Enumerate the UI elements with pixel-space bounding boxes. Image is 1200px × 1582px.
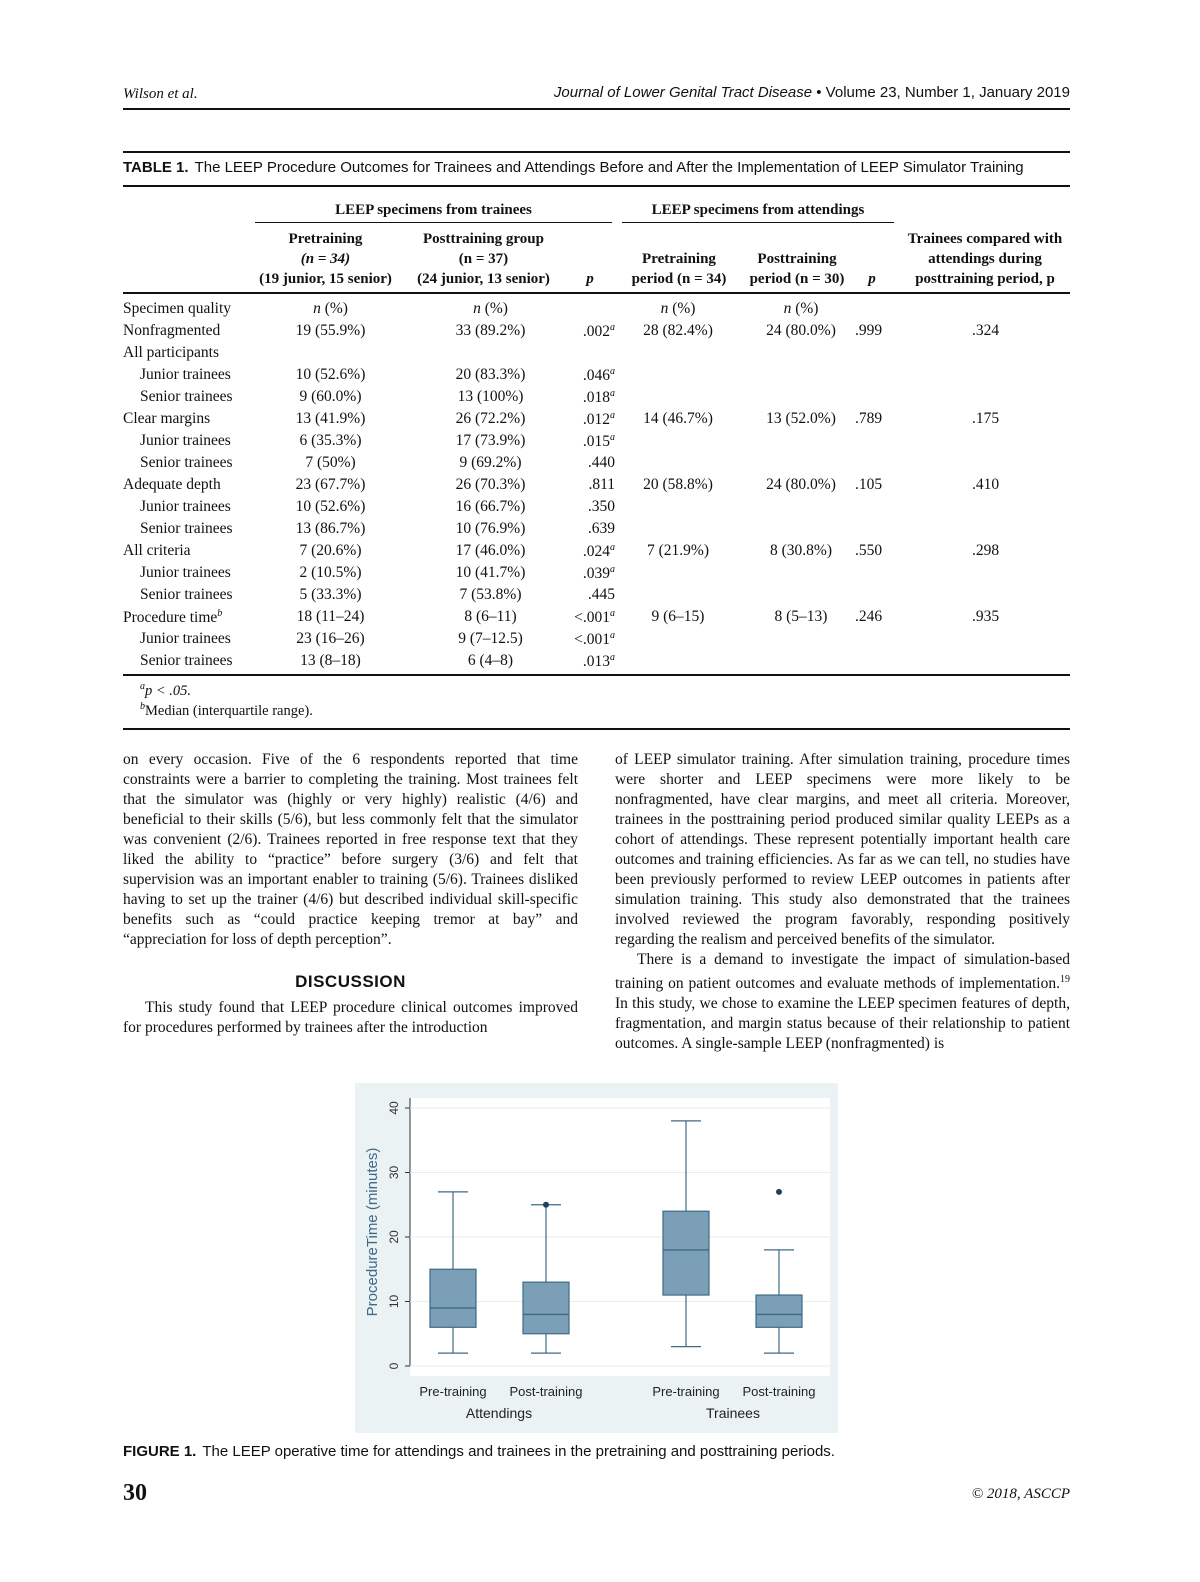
row-label: Junior trainees (140, 564, 231, 581)
table-row (123, 476, 1070, 498)
col-header-compare-line1: Trainees compared with (907, 231, 1063, 247)
figure-caption (123, 1443, 835, 1460)
table-row (123, 608, 1070, 630)
figure-label: FIGURE 1. (123, 1443, 197, 1460)
group-label: Attendings (465, 1405, 533, 1421)
table-cell-c6: .105 (855, 476, 883, 493)
right-paragraph-1: of LEEP simulator training. After simulation training, procedure times were shorter and LEEP specimens were more likely to be nonfragmented, have clear margins, and meet all criteria. Moreover, trainees in the posttraining period produced similar quality LEEPs as a cohort of attendings. These represent potentially important health care outcomes and training efficiencies. As far as we can tell, no studies have been previously performed to review LEEP outcomes in patients after simulation training. This study also demonstrated that the trainees involved reviewed the program favorably, responding positively regarding the realism and perceived benefits of the simulator. (615, 751, 1070, 948)
table-row (123, 344, 1070, 366)
table-cell-c6: .246 (855, 608, 883, 625)
reference-19: 19 (1060, 974, 1070, 985)
group-header-attendings: LEEP specimens from attendings (651, 202, 865, 218)
row-label: Junior trainees (140, 366, 231, 383)
table-cell-c2: 8 (6–11) (464, 608, 517, 625)
row-label: Adequate depth (123, 476, 221, 493)
table-row (123, 498, 1070, 520)
journal-name: Journal of Lower Genital Tract Disease (553, 84, 813, 101)
copyright: © 2018, ASCCP (971, 1486, 1070, 1502)
table-cell-c5: n (%) (783, 300, 819, 317)
table-cell-c1: 23 (16–26) (296, 630, 365, 647)
table-cell-c1: 7 (20.6%) (299, 542, 362, 559)
group-header-trainees: LEEP specimens from trainees (335, 202, 532, 218)
footnote-a (140, 681, 191, 700)
table-row (123, 542, 1070, 564)
left-column (123, 750, 578, 1038)
header-bullet: • (816, 84, 822, 101)
table-cell-c1: 6 (35.3%) (299, 432, 362, 449)
col-header-pre-trainees-line3: (19 junior, 15 senior) (259, 271, 392, 287)
table-cell-c5: 24 (80.0%) (766, 322, 836, 339)
table-cell-c6: .999 (855, 322, 883, 339)
table-cell-c7: .935 (971, 608, 1000, 625)
table-cell-c4: 9 (6–15) (651, 608, 705, 625)
box (756, 1295, 802, 1327)
col-header-pre-trainees-line1: Pretraining (288, 231, 363, 247)
table-row (123, 366, 1070, 388)
box (663, 1211, 709, 1295)
row-label: Specimen quality (123, 300, 232, 317)
table-row (123, 410, 1070, 432)
table-cell-c3: .002$^a$ (582, 322, 615, 341)
table-cell-c7: .410 (971, 476, 1000, 493)
table-cell-c2: n (%) (473, 300, 508, 317)
table-cell-c1: 10 (52.6%) (295, 366, 366, 383)
table-row (123, 520, 1070, 542)
table-cell-c2: 7 (53.8%) (459, 586, 522, 603)
y-tick-label: 0 (387, 1362, 401, 1370)
table-cell-c5: 8 (30.8%) (770, 542, 832, 559)
row-label: Junior trainees (140, 630, 231, 647)
table-cell-c1: 5 (33.3%) (299, 586, 362, 603)
row-label: Clear margins (123, 410, 211, 427)
footnote-b-text: Median (interquartile range). (145, 702, 313, 719)
table-cell-c3: .018$^a$ (582, 388, 615, 407)
boxplot-chart (355, 1083, 838, 1433)
table-cell-c3: .024$^a$ (582, 542, 615, 561)
journal-volume: Volume 23, Number 1, January 2019 (825, 84, 1070, 101)
table-row (123, 630, 1070, 652)
table-bottom-rule (123, 674, 1070, 676)
footnote-a-marker: a (140, 681, 145, 692)
figure-1 (355, 1083, 838, 1433)
table-cell-c2: 17 (46.0%) (455, 542, 526, 559)
group-rule-attendings (622, 222, 894, 223)
table-cell-c4: n (%) (660, 300, 696, 317)
table-cell-c3: .046$^a$ (582, 366, 615, 385)
table-cell-c1: 10 (52.6%) (295, 498, 366, 515)
table-cell-c2: 6 (4–8) (467, 652, 514, 669)
col-header-p-trainees: p (586, 271, 594, 287)
footnote-marker: a (610, 652, 615, 663)
col-header-pre-trainees (248, 229, 403, 289)
table-cell-c2: 13 (100%) (457, 388, 524, 405)
table-cell-c4: 28 (82.4%) (643, 322, 713, 339)
figure-caption-text: The LEEP operative time for attendings and trainees in the pretraining and posttraining periods. (202, 1443, 835, 1460)
discussion-heading: DISCUSSION (295, 972, 406, 991)
col-header-post-trainees-line3: (24 junior, 13 senior) (417, 271, 550, 287)
table-cell-c5: 8 (5–13) (774, 608, 828, 625)
table-row (123, 454, 1070, 476)
table-caption (123, 159, 1070, 176)
table-cell-c7: .324 (971, 322, 1000, 339)
row-label: Senior trainees (140, 652, 233, 669)
table-cell-c4: 7 (21.9%) (647, 542, 709, 559)
table-cell-c1: 13 (41.9%) (295, 410, 366, 427)
table-cell-c1: 7 (50%) (305, 454, 356, 471)
table-row (123, 300, 1070, 322)
table-cell-c2: 10 (76.9%) (455, 520, 526, 537)
table-cell-c7: .298 (971, 542, 1000, 559)
y-tick-label: 20 (387, 1230, 401, 1244)
table-cell-c3: .445 (587, 586, 615, 603)
table-cell-c1: n (%) (313, 300, 348, 317)
row-label: Senior trainees (140, 454, 233, 471)
footnote-marker: a (610, 388, 615, 399)
row-label: Junior trainees (140, 432, 231, 449)
footnote-marker: a (610, 564, 615, 575)
table-row (123, 388, 1070, 410)
table-cell-c2: 26 (70.3%) (455, 476, 526, 493)
right-paragraph-2a: There is a demand to investigate the impact of simulation-based training on patient outcomes and evaluate methods of implementation. (615, 951, 1070, 993)
table-cell-c5: 24 (80.0%) (766, 476, 836, 493)
right-paragraph-2b: In this study, we chose to examine the LEEP specimen features of depth, fragmentation, and margin status because of their relationship to patient outcomes. A single-sample LEEP (nonfragmented) is (615, 995, 1070, 1053)
right-paragraph-2 (615, 950, 1070, 1054)
table-cell-c6: .550 (855, 542, 883, 559)
col-header-post-attendings (738, 249, 856, 289)
col-header-pre-att-line2: period (n = 34) (631, 271, 727, 287)
col-header-post-trainees (405, 229, 562, 289)
table-cell-c1: 2 (10.5%) (299, 564, 362, 581)
table-cell-c3: .012$^a$ (582, 410, 615, 429)
row-label: Procedure time$^b$ (123, 608, 223, 627)
right-column (615, 750, 1070, 1054)
table-cell-c3: .013$^a$ (582, 652, 615, 671)
y-axis-title: ProcedureTime (minutes) (364, 1147, 381, 1317)
table-cell-c1: 13 (8–18) (300, 652, 361, 669)
y-tick-label: 10 (387, 1294, 401, 1309)
table-cell-c2: 26 (72.2%) (455, 410, 526, 427)
table-top-rule (123, 151, 1070, 153)
table-cell-c5: 13 (52.0%) (766, 410, 836, 427)
running-journal (554, 84, 1070, 101)
table-label: TABLE 1. (123, 159, 189, 176)
footnote-b (140, 701, 313, 720)
table-cell-c3: <.001$^a$ (574, 630, 615, 649)
row-label: All participants (123, 344, 219, 361)
col-header-post-trainees-line2: (n = 37) (458, 251, 509, 267)
footnote-marker: a (610, 630, 615, 641)
row-label: All criteria (123, 542, 191, 559)
table-row (123, 564, 1070, 586)
footnote-a-text: p < .05. (145, 682, 192, 699)
left-paragraph-1: on every occasion. Five of the 6 respondents reported that time constraints were a barrier to completing the training. Most trainees felt that the simulator was (highly or very highly) realistic (4/6) and beneficial to their skills (5/6), but less commonly felt that the simulator was convenient (2/6). Trainees reported in free response text that they liked the ability to “practice” before surgery (3/6) and felt that supervision was an important enabler to training (5/6). Trainees disliked having to set up the trainer (4/6) but described individual skill-specific benefits such as “could practice keeping tremor at bay” and “appreciation for loss of depth perception”. (123, 751, 578, 948)
y-tick-label: 40 (387, 1101, 401, 1115)
table-cell-c2: 16 (66.7%) (455, 498, 526, 515)
col-header-post-trainees-line1: Posttraining group (423, 231, 544, 247)
table-cell-c3: .039$^a$ (582, 564, 615, 583)
category-label: Post-training (509, 1384, 583, 1399)
table-end-rule (123, 728, 1070, 730)
table-cell-c3: .440 (587, 454, 615, 471)
table-cell-c2: 33 (89.2%) (455, 322, 526, 339)
col-header-compare-line2: attendings during (928, 251, 1042, 267)
row-label: Senior trainees (140, 586, 233, 603)
table-cell-c1: 13 (86.7%) (295, 520, 366, 537)
table-cell-c2: 9 (7–12.5) (458, 630, 523, 647)
table-cell-c3: .811 (588, 476, 615, 493)
group-rule-trainees (255, 222, 612, 223)
table-caption-rule (123, 185, 1070, 187)
footnote-marker: a (610, 608, 615, 619)
y-tick-label: 30 (387, 1165, 401, 1180)
col-header-pre-attendings (620, 249, 738, 289)
table-cell-c2: 20 (83.3%) (455, 366, 526, 383)
footnote-marker: a (610, 366, 615, 377)
table-cell-c1: 23 (67.7%) (295, 476, 366, 493)
footnote-marker: a (610, 322, 615, 333)
table-row (123, 586, 1070, 608)
table-cell-c3: .639 (587, 520, 615, 537)
table-row (123, 652, 1070, 674)
col-header-post-att-line2: period (n = 30) (749, 271, 845, 287)
footnote-marker: a (610, 432, 615, 443)
table-cell-c6: .789 (855, 410, 883, 427)
col-header-post-att-line1: Posttraining (757, 251, 837, 267)
table-row (123, 322, 1070, 344)
table-cell-c2: 9 (69.2%) (459, 454, 522, 471)
table-caption-text: The LEEP Procedure Outcomes for Trainees and Attendings Before and After the Implementation of LEEP Simulator Training (194, 159, 1024, 176)
footnote-marker: a (610, 410, 615, 421)
table-cell-c3: .015$^a$ (582, 432, 615, 451)
row-label: Senior trainees (140, 388, 233, 405)
row-label: Junior trainees (140, 498, 231, 515)
table-cell-c7: .175 (971, 410, 1000, 427)
box (430, 1269, 476, 1327)
box (523, 1282, 569, 1334)
left-paragraph-2: This study found that LEEP procedure clinical outcomes improved for procedures performed by trainees after the introduction (123, 999, 578, 1036)
col-header-p-attendings: p (868, 271, 876, 287)
table-row (123, 432, 1070, 454)
outlier-point (776, 1189, 782, 1195)
page-number: 30 (123, 1480, 147, 1506)
row-label: Nonfragmented (123, 322, 221, 339)
footnote-b-marker: b (140, 701, 145, 712)
table-cell-c3: <.001$^a$ (574, 608, 615, 627)
footnote-marker: b (217, 608, 223, 619)
table-cell-c4: 14 (46.7%) (643, 410, 713, 427)
col-header-pre-att-line1: Pretraining (642, 251, 716, 267)
col-header-compare (895, 229, 1075, 289)
table-cell-c2: 17 (73.9%) (455, 432, 526, 449)
table-cell-c2: 10 (41.7%) (455, 564, 526, 581)
running-author: Wilson et al. (123, 86, 198, 102)
category-label: Pre-training (419, 1384, 487, 1399)
table-cell-c4: 20 (58.8%) (643, 476, 713, 493)
group-label: Trainees (706, 1405, 760, 1421)
col-header-pre-trainees-line2: (n = 34) (300, 251, 351, 267)
category-label: Pre-training (652, 1384, 720, 1399)
row-label: Senior trainees (140, 520, 233, 537)
col-header-compare-line3: posttraining period, p (915, 271, 1055, 287)
category-label: Post-training (742, 1384, 816, 1399)
table-cell-c3: .350 (587, 498, 615, 515)
table-header-rule (123, 292, 1070, 294)
footnote-marker: a (610, 542, 615, 553)
outlier-point (543, 1202, 549, 1208)
table-cell-c1: 9 (60.0%) (299, 388, 362, 405)
table-cell-c1: 18 (11–24) (296, 608, 365, 625)
running-header (123, 84, 1070, 110)
table-cell-c1: 19 (55.9%) (295, 322, 366, 339)
